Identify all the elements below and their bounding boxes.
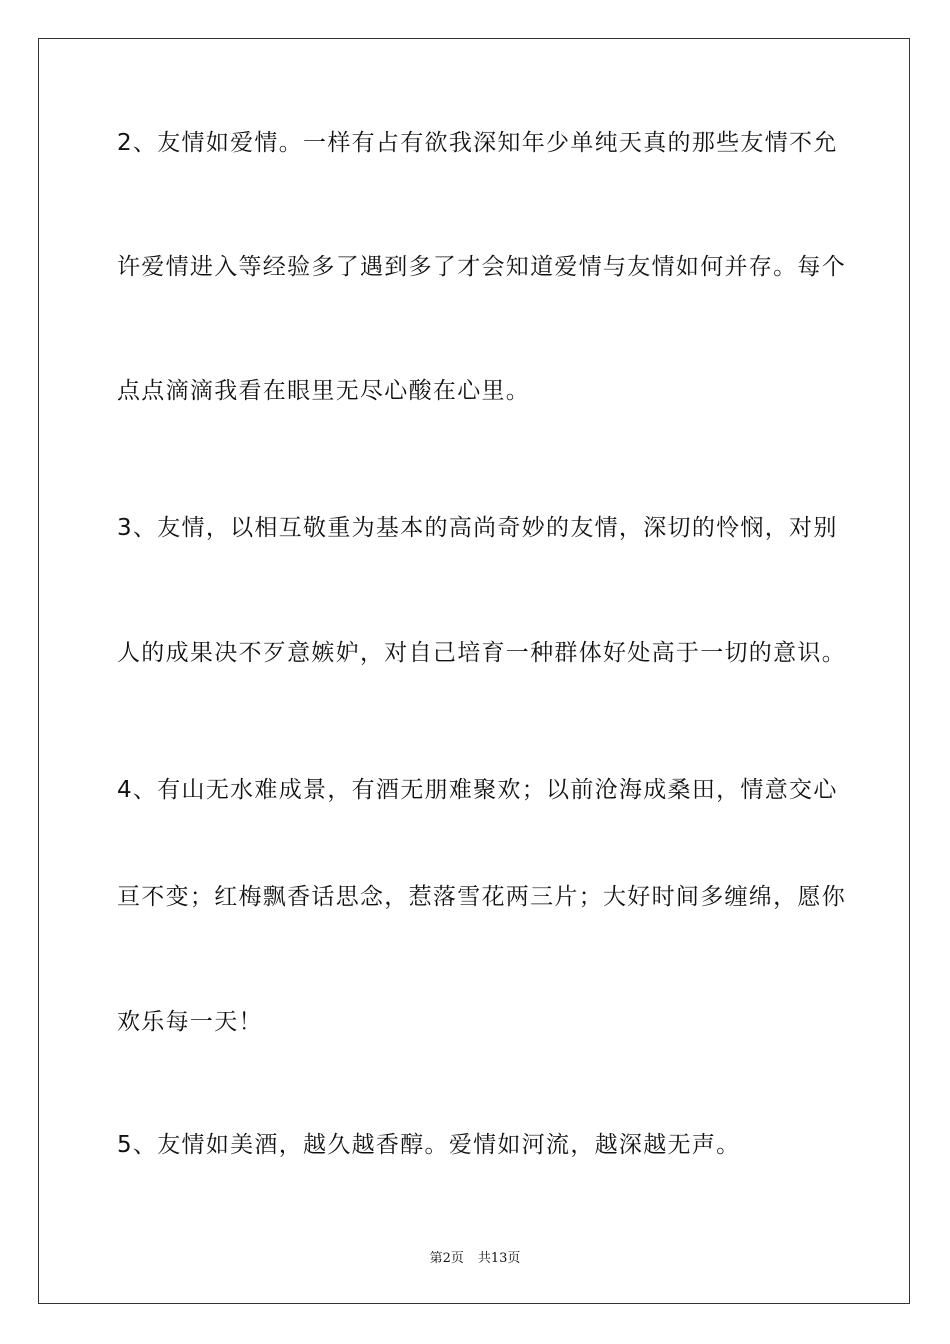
text-line: 许爱情进入等经验多了遇到多了才会知道爱情与友情如何并存。每个: [117, 254, 846, 280]
text-line: 欢乐每一天！: [117, 1009, 263, 1035]
page-footer: [0, 1247, 950, 1266]
text-line: 5、友情如美酒，越久越香醇。爱情如河流，越深越无声。: [117, 1132, 741, 1158]
text-line: 亘不变；红梅飘香话思念，惹落雪花两三片；大好时间多缠绵，愿你: [117, 884, 846, 910]
page-border: [38, 38, 910, 1304]
page-number: 第2页: [429, 1251, 464, 1266]
text-line: 点点滴滴我看在眼里无尽心酸在心里。: [117, 378, 531, 404]
text-line: 人的成果决不歹意嫉妒，对自己培育一种群体好处高于一切的意识。: [117, 640, 846, 666]
page-total: 共13页: [477, 1251, 521, 1266]
text-line: 4、有山无水难成景，有酒无朋难聚欢；以前沧海成桑田，情意交心: [117, 777, 838, 803]
text-line: 3、友情，以相互敬重为基本的高尚奇妙的友情，深切的怜悯，对别: [117, 515, 838, 541]
text-line: 2、友情如爱情。一样有占有欲我深知年少单纯天真的那些友情不允: [117, 130, 838, 156]
